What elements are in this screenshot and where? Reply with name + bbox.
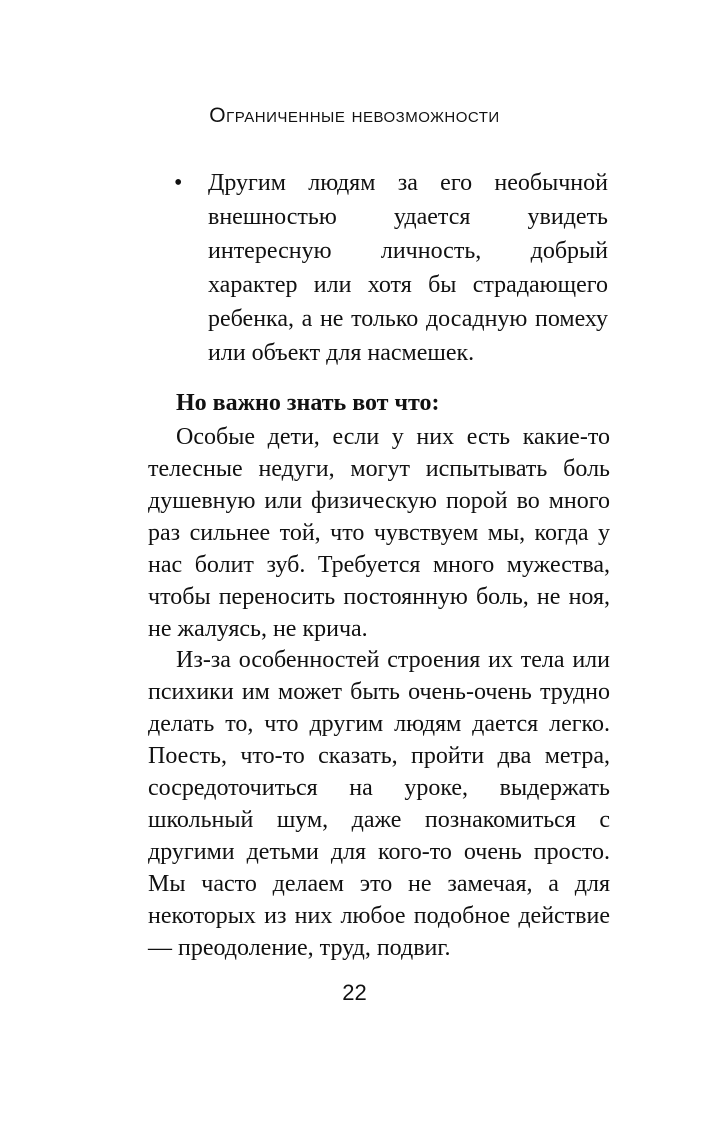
section-heading: Но важно знать вот что: <box>176 390 440 416</box>
bullet-text: Другим людям за его необычной внешностью удается увидеть интересную личность, добрый характер или хотя бы страдающего ребенка, а не только досадную помеху или объект для насмешек. <box>208 170 608 366</box>
paragraph-1: Особые дети, если у них есть какие-то телесные недуги, могут испытывать боль душевную или физическую порой во много раз сильнее той, что чувствуем мы, когда у нас болит зуб. Требуется много мужества, чтобы переносить постоянную боль, не ноя, не жалуясь, не крича. <box>148 424 610 642</box>
paragraph-2: Из-за особенностей строения их тела или психики им может быть очень-очень трудно делать то, что другим людям дается легко. Поесть, что-то сказать, пройти два метра, сосредоточиться на уроке, выдержать школьный шум, даже познакомиться с другими детьми для кого-то очень просто. Мы часто делаем это не замечая, а для некоторых из них любое подобное действие — преодоление, труд, подвиг. <box>148 647 610 961</box>
bullet-icon: • <box>174 170 183 196</box>
page-number: 22 <box>342 980 367 1005</box>
running-title: Ограниченные невозможности <box>209 104 500 127</box>
